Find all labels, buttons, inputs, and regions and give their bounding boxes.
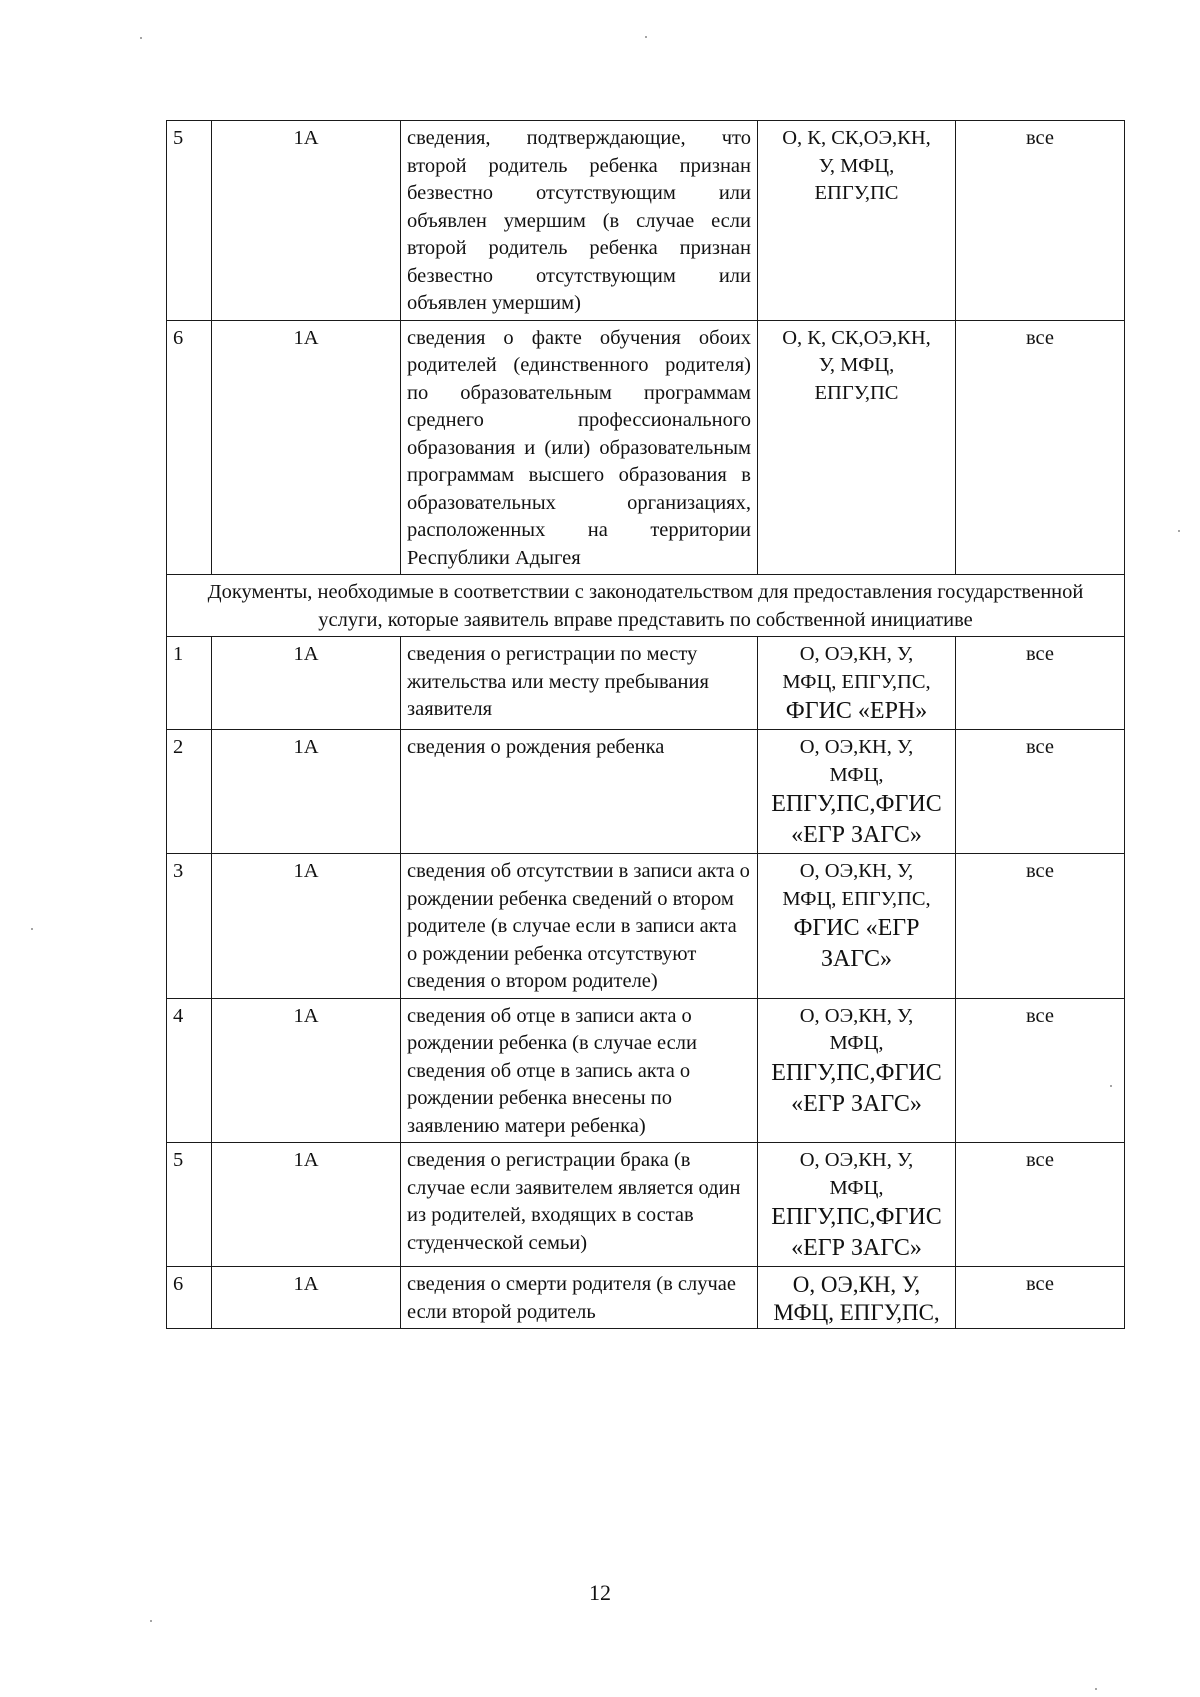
applicant-category: все	[956, 854, 1125, 999]
registry-name: ЕПГУ,ПС,ФГИС «ЕГР ЗАГС»	[771, 1059, 942, 1117]
submission-channels	[758, 730, 956, 854]
channel-line: У, МФЦ,	[818, 154, 895, 177]
table-row	[167, 121, 1125, 321]
applicant-category: все	[956, 121, 1125, 321]
scan-speck	[140, 37, 142, 39]
row-number: 5	[167, 121, 212, 321]
registry-name: ЕПГУ,ПС,ФГИС «ЕГР ЗАГС»	[771, 1204, 942, 1261]
row-number: 1	[167, 637, 212, 730]
document-description: сведения о факте обучения обоих родителей (единственного родителя) по образовательным программам среднего профессионального образования и (или) образовательным программам высшего образования в образовательных организациях, расположенных на территории Республики Адыгея	[401, 320, 758, 575]
registry-name: ФГИС «ЕГР ЗАГС»	[793, 915, 920, 972]
document-description: сведения об отце в записи акта о рождении ребенка (в случае если сведения об отце в запись акта о рождении ребенка внесены по заявлению матери ребенка)	[401, 998, 758, 1143]
channel-line: МФЦ, ЕПГУ,ПС,	[782, 887, 931, 910]
scan-speck	[1095, 1688, 1097, 1690]
applicant-category: все	[956, 730, 1125, 854]
submission-channels	[758, 854, 956, 999]
channel-line: О, ОЭ,КН, У,	[799, 736, 914, 758]
channel-line: О, ОЭ,КН, У,	[799, 860, 914, 882]
table-row	[167, 637, 1125, 730]
documents-table	[166, 120, 1125, 1329]
applicant-category: все	[956, 1267, 1125, 1329]
row-number: 6	[167, 1267, 212, 1329]
document-description: сведения об отсутствии в записи акта о рождении ребенка сведений о втором родителе (в случае если в записи акта о рождении ребенка отсутствуют сведения о втором родителе)	[401, 854, 758, 999]
page-number: 12	[589, 1580, 611, 1605]
row-number: 6	[167, 320, 212, 575]
channel-line: О, ОЭ,КН, У,	[799, 1004, 914, 1027]
applicant-category: все	[956, 998, 1125, 1143]
channel-line: МФЦ, ЕПГУ,ПС,	[773, 1299, 940, 1325]
channel-line: МФЦ,	[829, 763, 884, 786]
submission-channels	[758, 998, 956, 1143]
table-row	[167, 1143, 1125, 1267]
scan-speck	[31, 928, 33, 930]
submission-channels	[758, 320, 956, 575]
section-heading: Документы, необходимые в соответствии с законодательством для предоставления государственной услуги, которые заявитель вправе представить по собственной инициативе	[167, 575, 1125, 637]
table-row	[167, 730, 1125, 854]
scan-speck	[150, 1620, 152, 1622]
scan-speck	[1178, 530, 1180, 532]
applicant-category: все	[956, 320, 1125, 575]
registry-name: ФГИС «ЕРН»	[785, 698, 928, 724]
document-description: сведения о регистрации по месту жительства или месту пребывания заявителя	[401, 637, 758, 730]
document-type: 1А	[212, 1267, 401, 1329]
channel-line: МФЦ,	[829, 1176, 884, 1199]
submission-channels	[758, 1267, 956, 1329]
submission-channels	[758, 637, 956, 730]
document-description: сведения о регистрации брака (в случае если заявителем является один из родителей, входящих в состав студенческой семьи)	[401, 1143, 758, 1267]
document-type: 1А	[212, 1143, 401, 1267]
applicant-category: все	[956, 637, 1125, 730]
section-heading-row	[167, 575, 1125, 637]
document-type: 1А	[212, 121, 401, 321]
table-row	[167, 320, 1125, 575]
channel-line: У, МФЦ,	[818, 354, 895, 376]
channel-line: О, ОЭ,КН, У,	[799, 1149, 914, 1171]
document-type: 1А	[212, 637, 401, 730]
row-number: 3	[167, 854, 212, 999]
table-row	[167, 998, 1125, 1143]
row-number: 4	[167, 998, 212, 1143]
scan-speck	[1110, 1085, 1112, 1087]
channel-line: О, К, СК,ОЭ,КН,	[782, 127, 931, 149]
row-number: 5	[167, 1143, 212, 1267]
channel-line: О, ОЭ,КН, У,	[792, 1272, 921, 1297]
channel-line: ЕПГУ,ПС	[814, 381, 899, 404]
document-type: 1А	[212, 320, 401, 575]
channel-line: МФЦ, ЕПГУ,ПС,	[782, 670, 931, 693]
channel-line: ЕПГУ,ПС	[814, 182, 899, 204]
document-description: сведения о рождения ребенка	[401, 730, 758, 854]
document-description: сведения, подтверждающие, что второй родитель ребенка признан безвестно отсутствующим или объявлен умершим (в случае если второй родитель ребенка признан безвестно отсутствующим или объявлен умершим)	[401, 121, 758, 321]
channel-line: О, ОЭ,КН, У,	[799, 643, 914, 665]
document-type: 1А	[212, 998, 401, 1143]
table-row	[167, 1267, 1125, 1329]
document-type: 1А	[212, 854, 401, 999]
scan-speck	[645, 36, 647, 38]
table-row	[167, 854, 1125, 999]
row-number: 2	[167, 730, 212, 854]
channel-line: О, К, СК,ОЭ,КН,	[782, 326, 931, 349]
document-description: сведения о смерти родителя (в случае если второй родитель	[401, 1267, 758, 1329]
submission-channels	[758, 1143, 956, 1267]
channel-line: МФЦ,	[829, 1032, 884, 1054]
submission-channels	[758, 121, 956, 321]
applicant-category: все	[956, 1143, 1125, 1267]
document-type: 1А	[212, 730, 401, 854]
registry-name: ЕПГУ,ПС,ФГИС «ЕГР ЗАГС»	[771, 791, 942, 848]
